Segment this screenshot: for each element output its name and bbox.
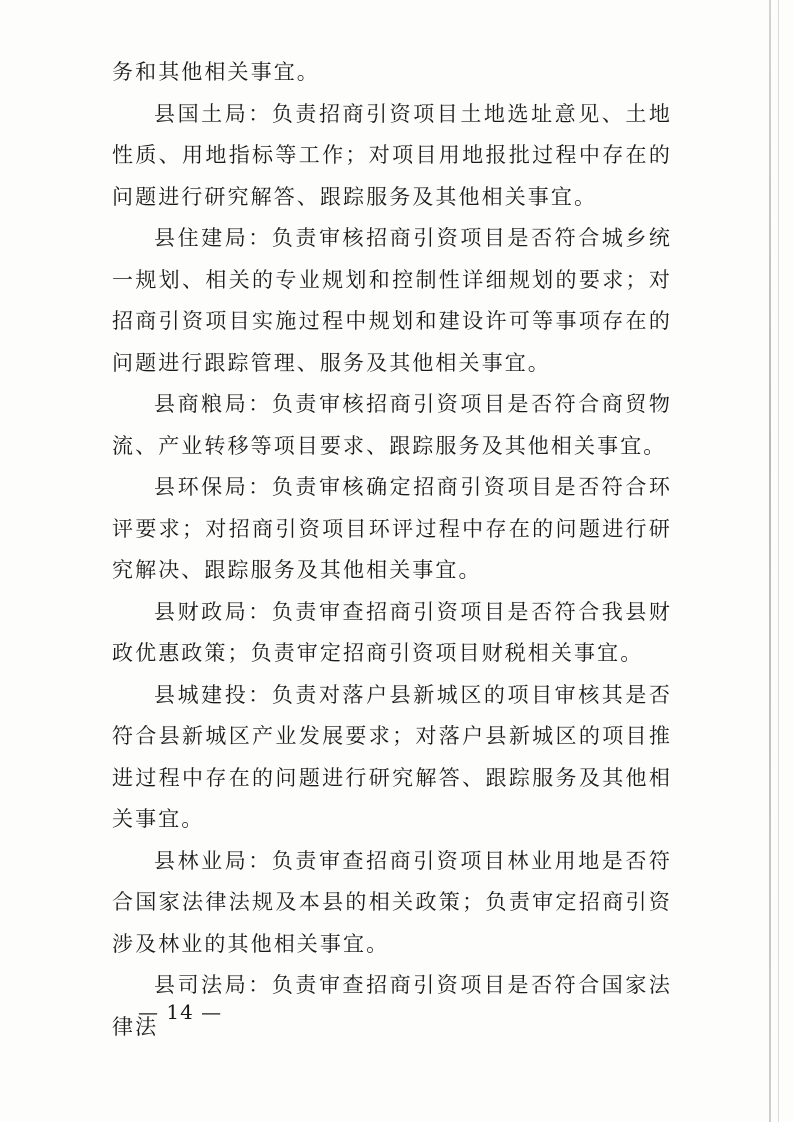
scan-edge-shadow (769, 0, 771, 1122)
paragraph-housing-bureau: 县住建局：负责审核招商引资项目是否符合城乡统一规划、相关的专业规划和控制性详细规划的要求；对招商引资项目实施过程中规划和建设许可等事项存在的问题进行跟踪管理、服务及其他相关事宜。 (112, 226, 672, 375)
paragraph-environment-bureau: 县环保局：负责审核确定招商引资项目是否符合环评要求；对招商引资项目环评过程中存在的问题进行研究解决、跟踪服务及其他相关事宜。 (112, 475, 672, 582)
scan-edge-line (778, 0, 779, 1122)
paragraph-land-bureau: 县国土局：负责招商引资项目土地选址意见、土地性质、用地指标等工作；对项目用地报批过程中存在的问题进行研究解答、跟踪服务及其他相关事宜。 (112, 101, 672, 209)
paragraph-justice-bureau: 县司法局：负责审查招商引资项目是否符合国家法律法 (112, 973, 672, 1039)
document-body (112, 52, 672, 1048)
page-number: — 14 — (138, 1000, 223, 1024)
paragraph-commerce-bureau: 县商粮局：负责审核招商引资项目是否符合商贸物流、产业转移等项目要求、跟踪服务及其他相关事宜。 (112, 392, 672, 458)
paragraph-forestry-bureau: 县林业局：负责审查招商引资项目林业用地是否符合国家法律法规及本县的相关政策；负责审定招商引资涉及林业的其他相关事宜。 (112, 848, 672, 956)
paragraph-finance-bureau: 县财政局：负责审查招商引资项目是否符合我县财政优惠政策；负责审定招商引资项目财税相关事宜。 (112, 599, 672, 665)
paragraph-urban-investment: 县城建投：负责对落户县新城区的项目审核其是否符合县新城区产业发展要求；对落户县新城区的项目推进过程中存在的问题进行研究解答、跟踪服务及其他相关事宜。 (112, 682, 672, 831)
paragraph-continuation: 务和其他相关事宜。 (112, 60, 320, 84)
